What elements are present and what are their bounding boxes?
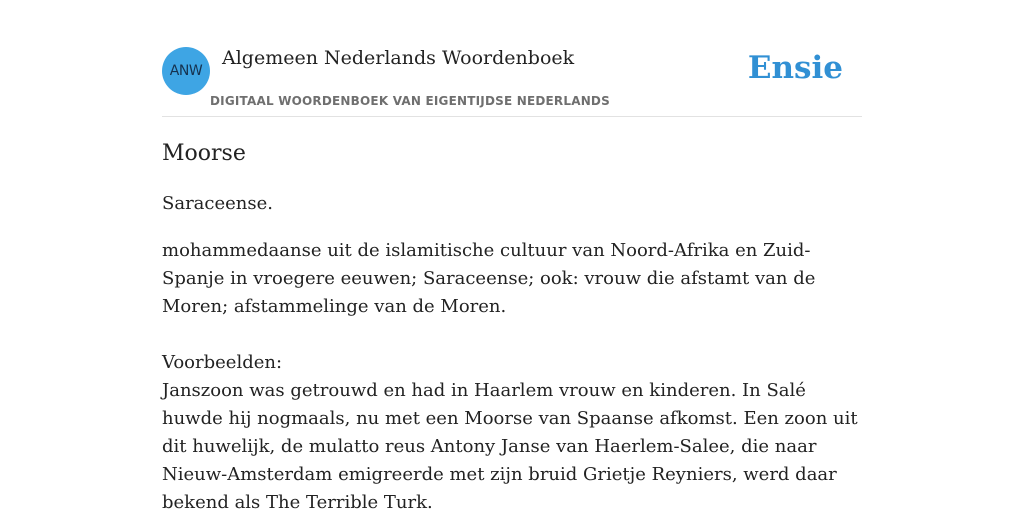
entry-headword: Moorse — [162, 141, 246, 166]
anw-logo[interactable] — [162, 47, 210, 95]
dictionary-subtitle: DIGITAAL WOORDENBOEK VAN EIGENTIJDSE NEDERLANDS — [210, 94, 610, 108]
dictionary-title[interactable]: Algemeen Nederlands Woordenboek — [222, 47, 575, 69]
site-header — [162, 40, 862, 117]
ensie-brand-link[interactable]: Ensie — [747, 50, 843, 86]
entry-content — [162, 138, 862, 512]
example-text: Janszoon was getrouwd en had in Haarlem vrouw en kinderen. In Salé huwde hij nogmaals, nu met een Moorse van Spaanse afkomst. Een zoon uit dit huwelijk, de mulatto reus Antony Janse van Haerlem-Salee, die naar Nieuw-Amsterdam emigreerde met zijn bruid Grietje Reyniers, werd daar bekend als The Terrible Turk. — [162, 380, 858, 512]
entry-synonym: Saraceense. — [162, 193, 273, 214]
anw-logo-text: ANW — [169, 63, 203, 79]
entry-definition: mohammedaanse uit de islamitische cultuur van Noord-Afrika en Zuid-Spanje in vroegere eeuwen; Saraceense; ook: vrouw die afstamt van de Moren; afstammelinge van de Moren. — [162, 240, 816, 317]
examples-label: Voorbeelden: — [162, 352, 283, 373]
